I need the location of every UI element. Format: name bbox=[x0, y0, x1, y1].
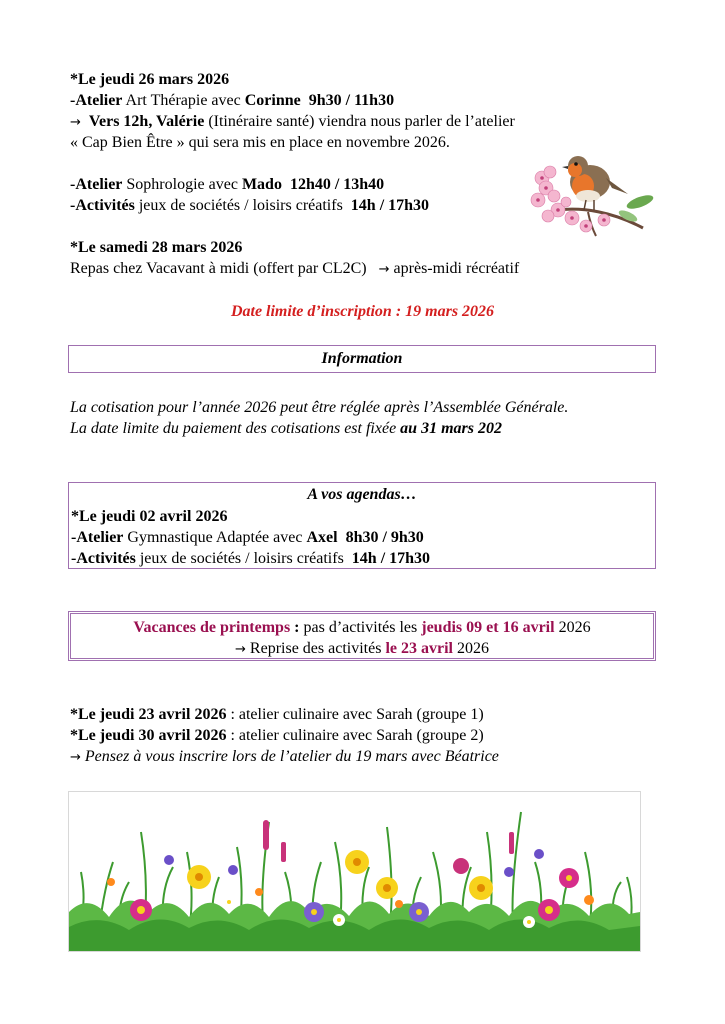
information-title: Information bbox=[321, 350, 403, 367]
culinaire-groupe-2: *Le jeudi 30 avril 2026 : atelier culinaire avec Sarah (groupe 2) bbox=[70, 727, 484, 744]
activites-jeux: -Activités jeux de sociétés / loisirs créatifs 14h / 17h30 bbox=[70, 197, 430, 214]
vers-12h-valerie: → Vers 12h, Valérie (Itinéraire santé) viendra nous parler de l’atelier bbox=[70, 113, 515, 130]
arrow-icon: → bbox=[235, 642, 246, 657]
robin-bird-illustration bbox=[528, 152, 658, 238]
deadline-notice: Date limite d’inscription : 19 mars 2026 bbox=[230, 303, 495, 320]
agenda-title: A vos agendas… bbox=[307, 486, 417, 503]
atelier-gymnastique: -Atelier Gymnastique Adaptée avec Axel 8h30 / 9h30 bbox=[71, 529, 424, 546]
agenda-box bbox=[68, 482, 656, 569]
arrow-icon: → bbox=[70, 750, 81, 765]
vacances-line-1: Vacances de printemps : pas d’activités les jeudis 09 et 16 avril 2026 bbox=[133, 619, 591, 636]
vacances-box bbox=[68, 611, 656, 661]
arrow-icon: → bbox=[70, 115, 81, 130]
flower-meadow-illustration bbox=[68, 791, 641, 952]
information-header-box bbox=[68, 345, 656, 373]
agenda-activites: -Activités jeux de sociétés / loisirs créatifs 14h / 17h30 bbox=[71, 550, 431, 567]
vacances-line-2: → Reprise des activités le 23 avril 2026 bbox=[235, 640, 489, 657]
cotisation-line-1: La cotisation pour l’année 2026 peut être réglée après l’Assemblée Générale. bbox=[70, 399, 569, 416]
repas-vacavant: Repas chez Vacavant à midi (offert par CL2C) → après-midi récréatif bbox=[70, 260, 520, 277]
date-samedi-28-mars: *Le samedi 28 mars 2026 bbox=[70, 239, 243, 256]
cap-bien-etre-line: « Cap Bien Être » qui sera mis en place en novembre 2026. bbox=[70, 134, 450, 151]
culinaire-groupe-1: *Le jeudi 23 avril 2026 : atelier culinaire avec Sarah (groupe 1) bbox=[70, 706, 484, 723]
date-jeudi-02-avril: *Le jeudi 02 avril 2026 bbox=[71, 508, 228, 525]
arrow-icon: → bbox=[378, 262, 390, 277]
cotisation-line-2: La date limite du paiement des cotisations est fixée au 31 mars 202 bbox=[70, 420, 502, 437]
date-jeudi-26-mars: *Le jeudi 26 mars 2026 bbox=[70, 71, 230, 88]
inscription-reminder: → Pensez à vous inscrire lors de l’atelier du 19 mars avec Béatrice bbox=[70, 748, 499, 765]
atelier-sophrologie: -Atelier Sophrologie avec Mado 12h40 / 13h40 bbox=[70, 176, 385, 193]
atelier-art-therapie: -Atelier Art Thérapie avec Corinne 9h30 / 11h30 bbox=[70, 92, 395, 109]
